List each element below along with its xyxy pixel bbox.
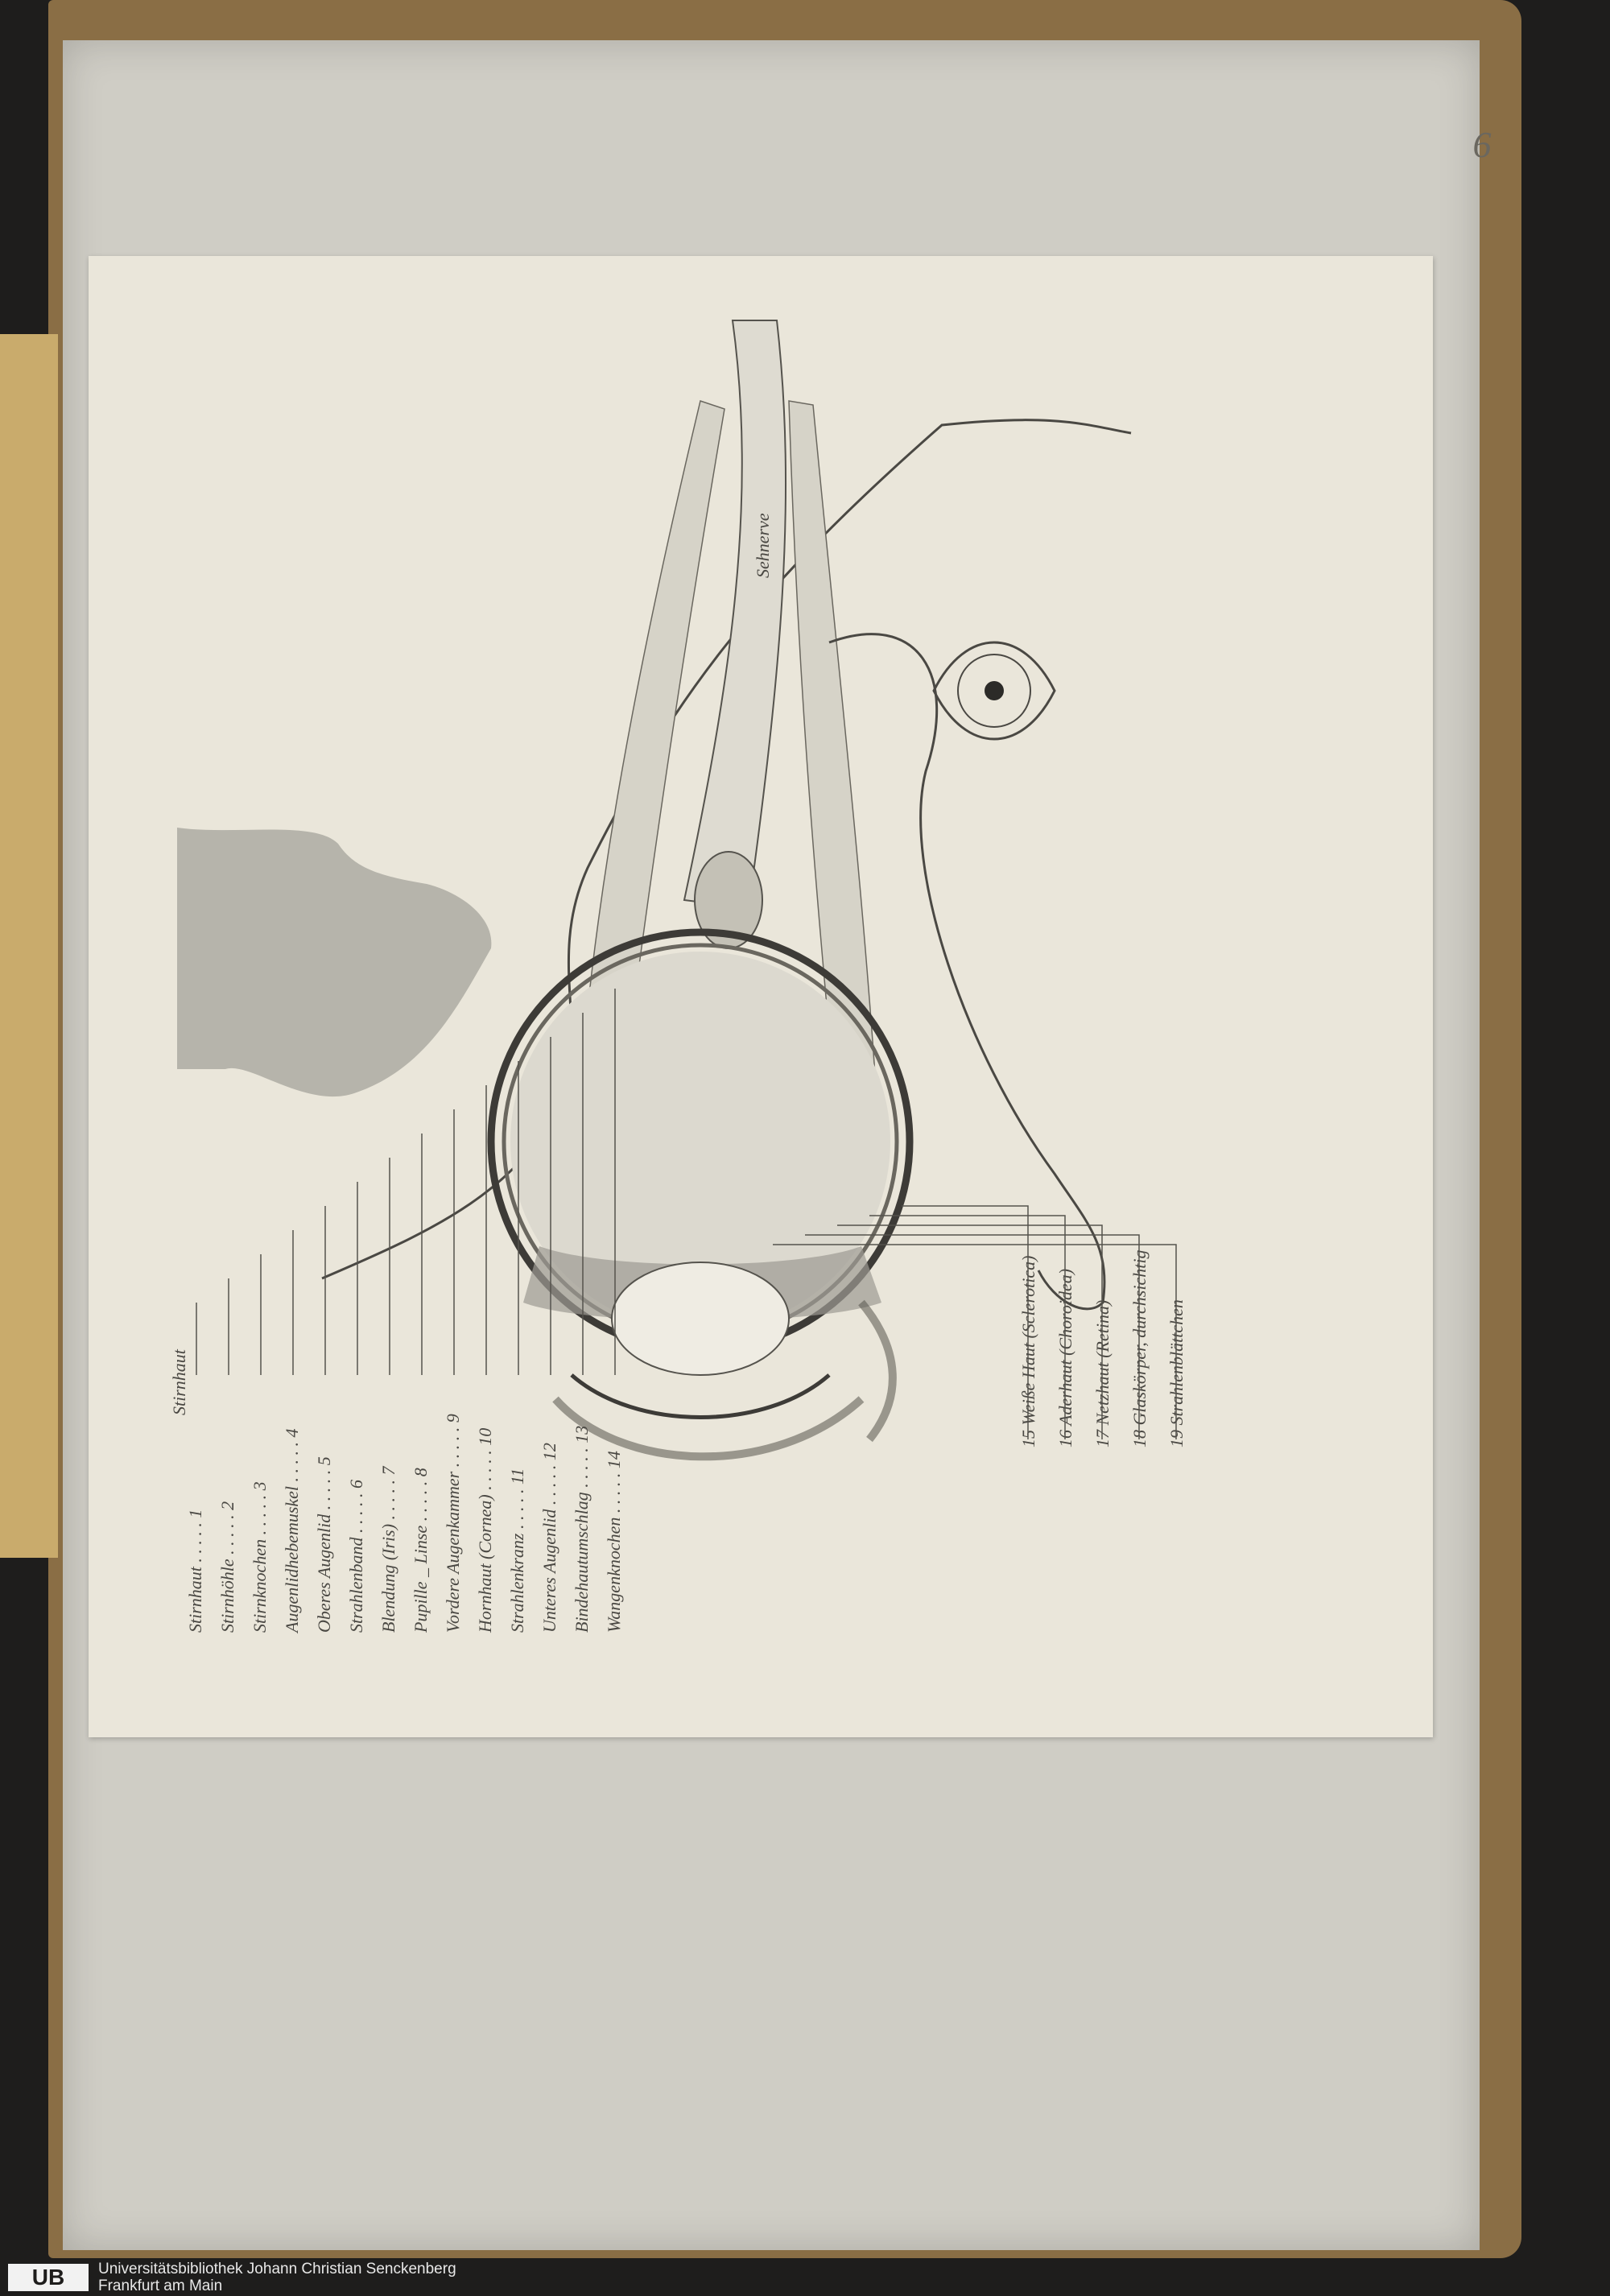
left-label-6: Strahlenband . . . . . 6	[346, 1479, 366, 1633]
anatomical-plate	[89, 256, 1433, 1737]
label-text: Stirnhaut	[169, 1349, 189, 1415]
right-label-17: 17 Netzhaut (Retina)	[1092, 1299, 1113, 1447]
footer-credit	[98, 2261, 662, 2294]
left-label-12: Unteres Augenlid . . . . . 12	[539, 1443, 559, 1633]
left-label-list	[169, 1142, 620, 1721]
left-label-7: Blendung (Iris) . . . . . 7	[378, 1466, 398, 1633]
left-label-1: Stirnhaut . . . . . 1	[185, 1509, 205, 1633]
left-label-9: Vordere Augenkammer . . . . . 9	[443, 1414, 463, 1633]
left-label-14: Wangenknochen . . . . . 14	[604, 1451, 624, 1633]
left-label-11: Strahlenkranz . . . . . 11	[507, 1468, 527, 1633]
frontal-bone	[177, 828, 491, 1096]
right-label-15: 15 Weiße Haut (Sclerotica)	[1018, 1255, 1038, 1447]
right-leader-line-15	[902, 1206, 1028, 1439]
lens	[612, 1262, 789, 1375]
ub-logo: UB	[8, 2264, 89, 2291]
left-label-8: Pupille _ Linse . . . . . 8	[411, 1468, 431, 1633]
left-label-2: Stirnhöhle . . . . . 2	[217, 1501, 237, 1633]
lower-eyelid	[861, 1303, 893, 1439]
front-view-pupil	[985, 681, 1004, 700]
right-label-16: 16 Aderhaut (Choroidea)	[1055, 1268, 1075, 1447]
footer-line-2: Frankfurt am Main	[98, 2277, 223, 2294]
left-label-3: Stirnknochen . . . . . 3	[250, 1481, 270, 1633]
left-label-10: Hornhaut (Cornea) . . . . . 10	[475, 1427, 495, 1633]
right-label-18: 18 Glaskörper, durchsichtig	[1129, 1249, 1150, 1447]
paper-tab-strip	[0, 334, 58, 1558]
label-stirnhaut	[169, 1142, 201, 1415]
left-label-4: Augenlidhebemuskel . . . . . 4	[282, 1428, 302, 1633]
page-number: 6	[1472, 124, 1492, 165]
footer-line-1: Universitätsbibliothek Johann Christian Senckenberg	[98, 2261, 456, 2277]
right-label-19: 19 Strahlenblättchen	[1166, 1299, 1187, 1447]
left-label-13: Bindehautumschlag . . . . . 13	[572, 1425, 592, 1633]
optic-nerve-label: Sehnerve	[753, 513, 773, 578]
left-label-5: Oberes Augenlid . . . . . 5	[314, 1456, 334, 1633]
